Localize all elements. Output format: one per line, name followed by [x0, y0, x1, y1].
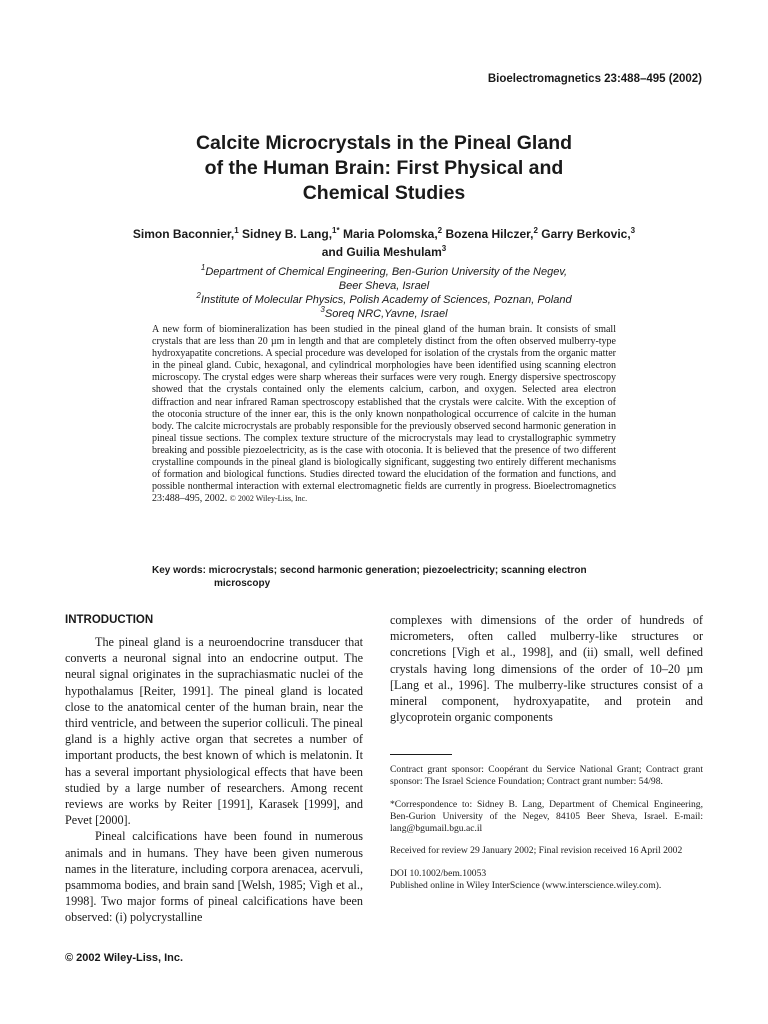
affiliation-line [0, 279, 768, 293]
affiliation-line [0, 265, 768, 279]
body-text [390, 612, 703, 725]
affil-number: 1 [200, 263, 206, 272]
author-affil-mark: 3 [630, 226, 636, 235]
abstract-text: A new form of biomineralization has been studied in the pineal gland of the human brain. It consists of small crystals that are less than 20 µm in length and that are completely distinct from the often observed mulberry-type hydroxyapatite concretions. A special procedure was developed for isolation of the crystals from the organic matter in the pineal gland. Cubic, hexagonal, and cylindrical morphologies have been identified using scanning electron microscopy. The crystal edges were sharp whereas their surfaces were very rough. Energy dispersive spectroscopy showed that the crystals contained only the elements calcium, carbon, and oxygen. Selected area electron diffraction and near infrared Raman spectroscopy established that the crystals were calcite. With the exception of the otoconia structure of the inner ear, this is the only known nonpathological occurrence of calcite in the human body. The calcite microcrystals are probably responsible for the previously observed second harmonic generation in pineal tissue sections. The complex texture structure of the microcrystals may lead to crystallographic symmetry breaking and possible piezoelectricity, as is the case with otoconia. It is believed that the presence of two different crystalline compounds in the pineal gland is biologically significant, suggesting two entirely different mechanisms of formation and biological functions. Studies directed toward the elucidation of the formation and functions, and possible nonthermal interaction with external electromagnetic fields are currently in progress. Bioelectromagnetics 23:488–495, 2002. [152, 324, 616, 505]
paragraph: The pineal gland is a neuroendocrine transducer that converts a neuronal signal into an endocrine output. The neural signal originates in the suprachiasmatic nuclei of the hypothalamus [Reiter, 1991]. The pineal gland is located close to the anatomical center of the human brain, near the third ventricle, and between the superior colliculi. The pineal gland is a highly active organ that secretes a number of important products, the best known of which is melatonin. It has a several important physiological effects that have been studied by a large number of researchers. Among recent reviews are works by Reiter [1991], Karasek [1999], and Pevet [2000]. [65, 635, 363, 828]
affiliation-line [0, 307, 768, 321]
published-online-text: Published online in Wiley InterScience (www.interscience.wiley.com). [390, 880, 662, 892]
title-line: Calcite Microcrystals in the Pineal Gland [195, 132, 573, 154]
author-affil-mark: 1* [332, 226, 340, 235]
journal-reference: Bioelectromagnetics 23:488–495 (2002) [487, 73, 702, 85]
author-line [0, 243, 768, 261]
footnotes [390, 764, 703, 892]
affiliation-line [0, 293, 768, 307]
affil-number: 2 [196, 291, 201, 300]
keywords: Key words: microcrystals; second harmonic generation; piezoelectricity; scanning electron microscopy [152, 565, 587, 589]
title-line: of the Human Brain: First Physical and [204, 157, 564, 179]
author-conjunction: and [321, 245, 347, 259]
author-list [0, 225, 768, 261]
affil-number: 3 [320, 305, 325, 314]
affiliation-text: Institute of Molecular Physics, Polish Academy of Sciences, Poznan, Poland [200, 294, 572, 306]
footnote-divider [390, 754, 452, 755]
footnote-received: Received for review 29 January 2002; Final revision received 16 April 2002 [390, 845, 683, 857]
abstract [152, 324, 616, 505]
title-line: Chemical Studies [302, 182, 466, 204]
footnote-grant: Contract grant sponsor: Coopérant du Service National Grant; Contract grant sponsor: The Israel Science Foundation; Contract grant number: 54/98. [390, 764, 703, 788]
author-name: Sidney B. Lang, [238, 227, 333, 241]
author-affil-mark: 2 [533, 226, 538, 235]
author-name: Maria Polomska, [339, 227, 438, 241]
left-column [65, 614, 363, 926]
paper-title [0, 131, 768, 206]
paragraph: complexes with dimensions of the order of hundreds of micrometers, often called mulberry-like structures or concretions [Vigh et al., 1998], and (ii) small, well defined crystals having long dimensions of the order of 10–20 µm [Lang et al., 1996]. The mulberry-like structures consist of a mineral component, hydroxyapatite, and protein and glycoprotein organic components [390, 613, 703, 725]
author-name: Garry Berkovic, [537, 227, 631, 241]
footnote-doi [390, 868, 703, 893]
paragraph: Pineal calcifications have been found in numerous animals and in humans. They have been given numerous names in the literature, including corpora arenacea, acervuli, psammoma bodies, and brain sand [Welsh, 1985; Vigh et al., 1998]. Two major forms of pineal calcifications have been observed: (i) polycrystalline [65, 829, 363, 925]
author-name: Simon Baconnier, [132, 227, 235, 241]
author-line [0, 225, 768, 243]
author-affil-mark: 1 [234, 226, 239, 235]
right-column [390, 612, 703, 725]
affiliations [0, 265, 768, 321]
affiliation-text: Soreq NRC,Yavne, Israel [324, 308, 448, 320]
section-heading-introduction: INTRODUCTION [65, 614, 154, 626]
affiliation-text: Department of Chemical Engineering, Ben-Gurion University of the Negev, [205, 266, 568, 278]
author-name: Bozena Hilczer, [442, 227, 534, 241]
abstract-copyright: © 2002 Wiley-Liss, Inc. [229, 494, 308, 504]
footnote-correspondence: *Correspondence to: Sidney B. Lang, Department of Chemical Engineering, Ben-Gurion University of the Negev, 84105 Beer Sheva, Israel. E-mail: lang@bgumail.bgu.ac.il [390, 798, 703, 835]
body-text [65, 634, 363, 926]
author-name: Guilia Meshulam [346, 245, 442, 259]
author-affil-mark: 3 [441, 244, 447, 253]
affiliation-text: Beer Sheva, Israel [338, 280, 430, 292]
author-affil-mark: 2 [437, 226, 443, 235]
doi-text: DOI 10.1002/bem.10053 [390, 867, 487, 879]
page-copyright: © 2002 Wiley-Liss, Inc. [65, 952, 184, 964]
